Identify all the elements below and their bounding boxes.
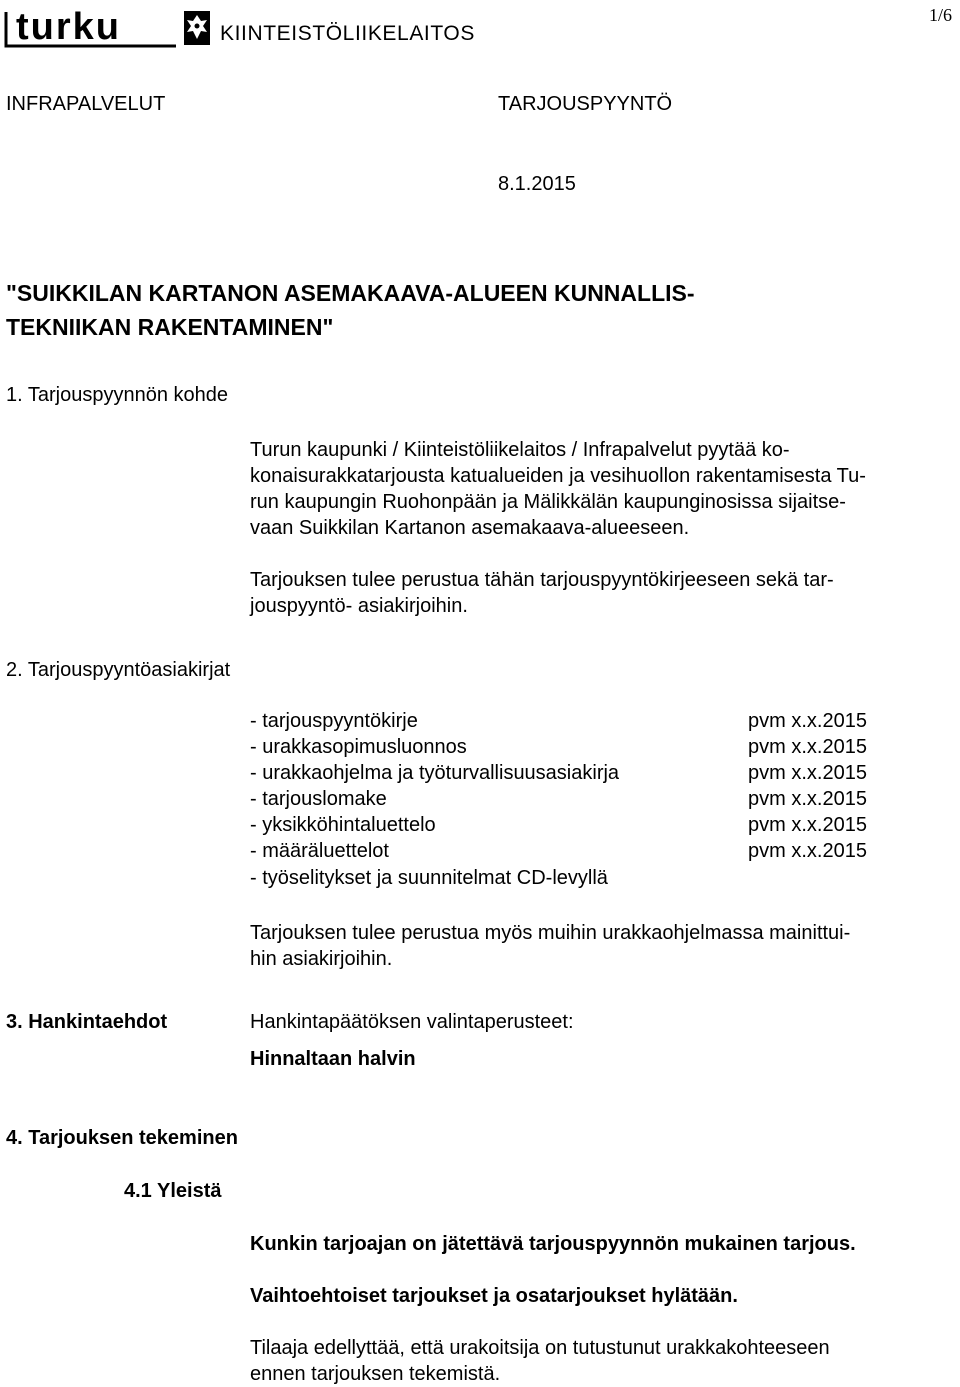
section-3-heading: 3. Hankintaehdot (6, 1011, 168, 1033)
requirement-single-offer: Kunkin tarjoajan on jätettävä tarjouspyynnön mukainen tarjous. (250, 1233, 856, 1255)
list-item: - urakkasopimusluonnos (250, 736, 467, 758)
page-title-line-2: TEKNIIKAN RAKENTAMINEN" (6, 314, 334, 340)
list-item: - tarjouspyyntökirje (250, 710, 418, 732)
section-4-heading: 4. Tarjouksen tekeminen (6, 1127, 238, 1149)
section-1-paragraph-1 (250, 437, 956, 541)
section-4-paragraph (250, 1335, 956, 1387)
list-item-date: pvm x.x.2015 (748, 840, 867, 862)
text-line: konaisurakkatarjousta katualueiden ja vesihuollon rakentamisesta Tu- (250, 465, 866, 487)
department-label: INFRAPALVELUT (6, 93, 166, 115)
text-line: Tilaaja edellyttää, että urakoitsija on tutustunut urakkakohteeseen (250, 1337, 830, 1359)
logo-org-name: KIINTEISTÖLIIKELAITOS (220, 22, 475, 45)
selection-criteria-value: Hinnaltaan halvin (250, 1048, 416, 1070)
list-item: - yksikköhintaluettelo (250, 814, 436, 836)
doc-date: 8.1.2015 (498, 173, 576, 195)
logo-wordmark: turku (16, 6, 121, 48)
list-item: - määräluettelot (250, 840, 389, 862)
text-line: vaan Suikkilan Kartanon asemakaava-alueeseen. (250, 517, 690, 539)
list-item-date: pvm x.x.2015 (748, 736, 867, 758)
text-line: hin asiakirjoihin. (250, 948, 393, 970)
text-line: ennen tarjouksen tekemistä. (250, 1363, 501, 1385)
text-line: Tarjouksen tulee perustua tähän tarjouspyyntökirjeeseen sekä tar- (250, 569, 834, 591)
text-line: Tarjouksen tulee perustua myös muihin urakkaohjelmassa mainittui- (250, 922, 851, 944)
list-item-date: pvm x.x.2015 (748, 788, 867, 810)
list-item: - tarjouslomake (250, 788, 387, 810)
page-number: 1/6 (929, 5, 953, 25)
list-item-date: pvm x.x.2015 (748, 814, 867, 836)
list-item: - työselitykset ja suunnitelmat CD-levyllä (250, 867, 608, 889)
coat-of-arms-icon (184, 11, 210, 45)
section-1-heading: 1. Tarjouspyynnön kohde (6, 384, 229, 406)
selection-criteria-label: Hankintapäätöksen valintaperusteet: (250, 1011, 574, 1033)
doc-type-label: TARJOUSPYYNTÖ (498, 93, 673, 115)
requirement-no-alternatives: Vaihtoehtoiset tarjoukset ja osatarjoukset hylätään. (250, 1285, 738, 1307)
list-item-date: pvm x.x.2015 (748, 710, 867, 732)
page-title-line-1: "SUIKKILAN KARTANON ASEMAKAAVA-ALUEEN KUNNALLIS- (6, 280, 695, 306)
list-item-date: pvm x.x.2015 (748, 762, 867, 784)
section-4-1-heading: 4.1 Yleistä (124, 1180, 222, 1202)
text-line: jouspyyntö- asiakirjoihin. (250, 595, 468, 617)
section-2-heading: 2. Tarjouspyyntöasiakirjat (6, 659, 231, 681)
text-line: run kaupungin Ruohonpään ja Mälikkälän kaupunginosissa sijaitse- (250, 491, 846, 513)
section-1-paragraph-2 (250, 567, 956, 619)
section-2-paragraph (250, 920, 956, 972)
list-item: - urakkaohjelma ja työturvallisuusasiakirja (250, 762, 620, 784)
turku-logo (4, 6, 564, 50)
text-line: Turun kaupunki / Kiinteistöliikelaitos / Infrapalvelut pyytää ko- (250, 439, 790, 461)
